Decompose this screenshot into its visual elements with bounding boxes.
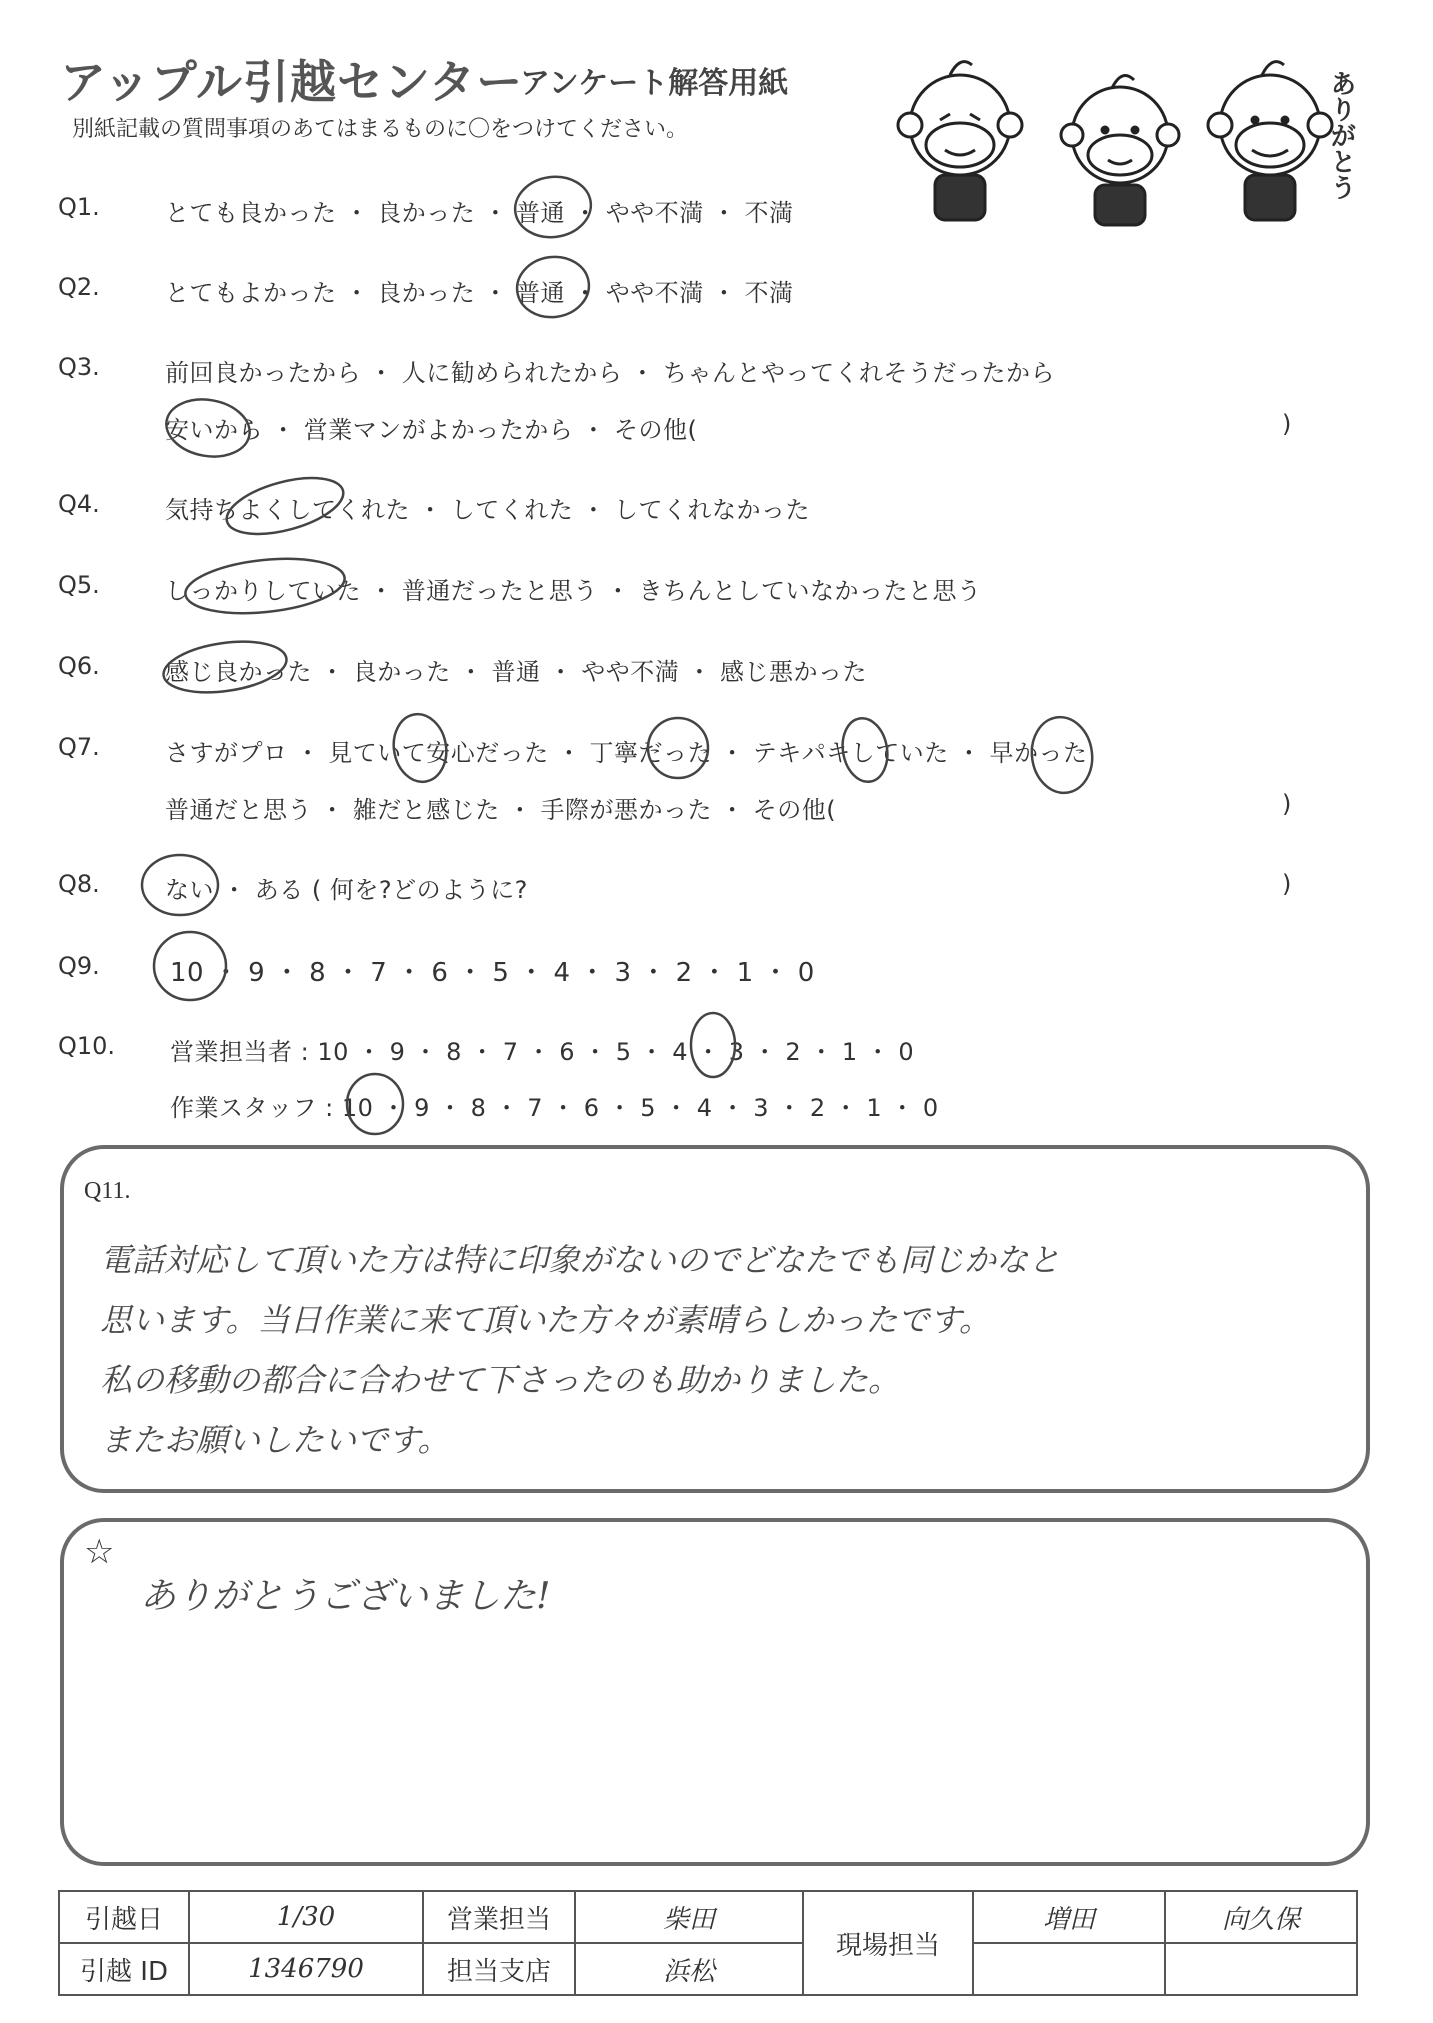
q7-options-line2: 普通だと思う ・ 雑だと感じた ・ 手際が悪かった ・ その他( [165, 796, 837, 824]
q3-label: Q3. [58, 353, 100, 381]
instruction-text: 別紙記載の質問事項のあてはまるものに〇をつけてください。 [72, 117, 689, 142]
star-comment: ありがとうございました! [140, 1576, 551, 1617]
q2-options: とてもよかった ・ 良かった ・ 普通 ・ やや不満 ・ 不満 [165, 279, 794, 307]
site-staff-3 [973, 1943, 1165, 1995]
q8-label: Q8. [58, 870, 100, 898]
footer-info-table [58, 1890, 1358, 1996]
q7-circle-a [388, 710, 451, 786]
q9-scale: 10 ・ 9 ・ 8 ・ 7 ・ 6 ・ 5 ・ 4 ・ 3 ・ 2 ・ 1 ・ 0 [170, 958, 815, 988]
q11-label: Q11. [84, 1178, 131, 1204]
q7-label: Q7. [58, 733, 100, 761]
q4-label: Q4. [58, 490, 100, 518]
form-subtitle: アンケート解答用紙 [520, 66, 789, 101]
q5-label: Q5. [58, 571, 100, 599]
q10-label: Q10. [58, 1032, 116, 1060]
q7-options-line1: さすがプロ ・ 見ていて安心だった ・ 丁寧だった ・ テキパキしていた ・ 早かった [165, 739, 1088, 767]
site-staff-1: 増田 [973, 1891, 1165, 1943]
move-date-label: 引越日 [59, 1891, 189, 1943]
q1-circle [511, 172, 595, 242]
q9-circle [154, 932, 226, 1000]
q7-circle-d [1027, 713, 1097, 797]
q4-options: 気持ちよくしてくれた ・ してくれた ・ してくれなかった [165, 496, 811, 524]
q6-label: Q6. [58, 652, 100, 680]
star-icon: ☆ [84, 1532, 115, 1572]
site-staff-label: 現場担当 [803, 1891, 973, 1995]
q10-staff-circle [347, 1074, 403, 1134]
sales-label: 営業担当 [423, 1891, 575, 1943]
site-staff-4 [1165, 1943, 1357, 1995]
q2-label: Q2. [58, 273, 100, 301]
q10-sales-circle [691, 1013, 735, 1077]
q4-circle [221, 467, 349, 544]
q2-circle [513, 252, 593, 321]
q11-line-3: 私の移動の都合に合わせて下さったのも助かりました。 [100, 1361, 901, 1399]
q6-circle [160, 635, 289, 700]
q1-label: Q1. [58, 193, 100, 221]
q3-options-line2: 安いから ・ 営業マンがよかったから ・ その他( [165, 416, 698, 444]
q3-close-paren: ) [1282, 410, 1292, 438]
move-date-value: 1/30 [189, 1891, 423, 1943]
q8-options: ない ・ ある ( 何を?どのように? [165, 876, 528, 904]
q8-close-paren: ) [1282, 870, 1292, 898]
q1-options: とても良かった ・ 良かった ・ 普通 ・ やや不満 ・ 不満 [165, 199, 794, 227]
q8-circle [142, 855, 218, 915]
branch-label: 担当支店 [423, 1943, 575, 1995]
q10-staff-scale: 作業スタッフ : 10 ・ 9 ・ 8 ・ 7 ・ 6 ・ 5 ・ 4 ・ 3 ・ 2 ・ 1 ・ 0 [170, 1094, 939, 1122]
q3-circle [162, 393, 254, 463]
q3-options-line1: 前回良かったから ・ 人に勧められたから ・ ちゃんとやってくれそうだったから [165, 359, 1056, 387]
q10-sales-scale: 営業担当者 : 10 ・ 9 ・ 8 ・ 7 ・ 6 ・ 5 ・ 4 ・ 3 ・ 2 ・ 1 ・ 0 [170, 1038, 915, 1066]
move-id-value: 1346790 [189, 1943, 423, 1995]
site-staff-2: 向久保 [1165, 1891, 1357, 1943]
q9-label: Q9. [58, 952, 100, 980]
branch-value: 浜松 [575, 1943, 803, 1995]
q11-line-1: 電話対応して頂いた方は特に印象がないのでどなたでも同じかなと [100, 1241, 1061, 1279]
sales-value: 柴田 [575, 1891, 803, 1943]
q6-options: 感じ良かった ・ 良かった ・ 普通 ・ やや不満 ・ 感じ悪かった [165, 658, 868, 686]
q7-circle-c [838, 715, 892, 786]
q11-line-4: またお願いしたいです。 [100, 1421, 450, 1459]
q7-circle-b [648, 718, 708, 778]
q11-line-2: 思います。当日作業に来て頂いた方々が素晴らしかったです。 [100, 1301, 991, 1339]
mascot-text: ありがとう [1326, 70, 1356, 200]
company-title: アップル引越センター [60, 55, 524, 109]
q5-circle [183, 552, 348, 620]
move-id-label: 引越 ID [59, 1943, 189, 1995]
q7-close-paren: ) [1282, 790, 1292, 818]
q5-options: しっかりしていた ・ 普通だったと思う ・ きちんとしていなかったと思う [165, 577, 982, 605]
